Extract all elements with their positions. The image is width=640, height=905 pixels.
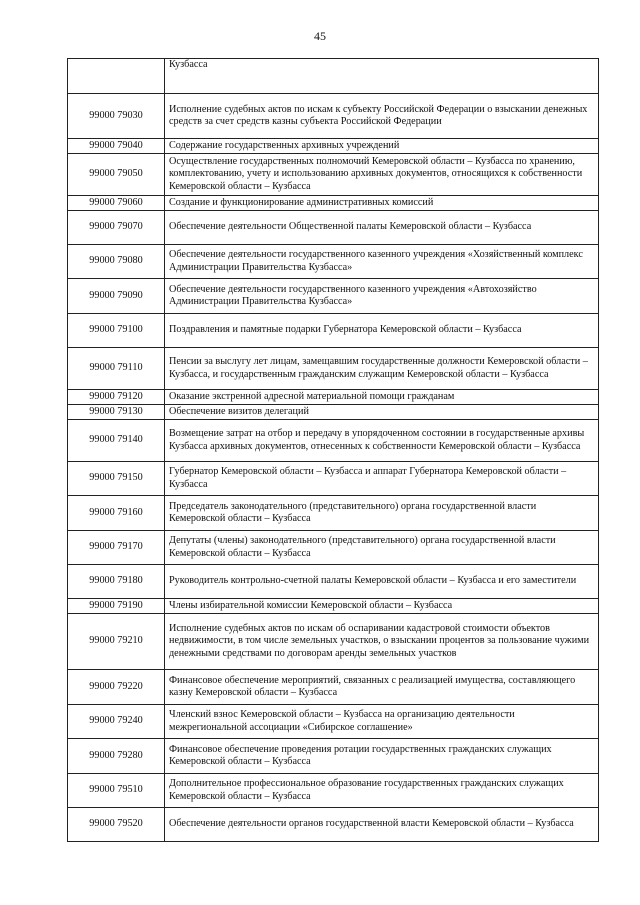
row-code: 99000 79120 (68, 390, 165, 405)
table-row (68, 462, 599, 496)
row-description: Губернатор Кемеровской области – Кузбасса и аппарат Губернатора Кемеровской области – Кузбасса (165, 462, 599, 496)
row-description: Обеспечение деятельности органов государственной власти Кемеровской области – Кузбасса (165, 808, 599, 842)
table-row (68, 739, 599, 774)
table-row (68, 614, 599, 670)
row-code: 99000 79030 (68, 94, 165, 139)
row-code: 99000 79220 (68, 670, 165, 705)
row-code: 99000 79280 (68, 739, 165, 774)
table-row (68, 420, 599, 462)
table-row (68, 94, 599, 139)
row-description: Оказание экстренной адресной материальной помощи гражданам (165, 390, 599, 405)
row-description: Создание и функционирование административных комиссий (165, 196, 599, 211)
row-code: 99000 79050 (68, 154, 165, 196)
table-row (68, 774, 599, 808)
budget-codes-table (67, 58, 599, 842)
row-code: 99000 79110 (68, 348, 165, 390)
row-description: Депутаты (члены) законодательного (представительного) органа государственной власти Кемеровской области – Кузбасса (165, 531, 599, 565)
table-row (68, 496, 599, 531)
row-code: 99000 79100 (68, 314, 165, 348)
row-code: 99000 79160 (68, 496, 165, 531)
row-code: 99000 79150 (68, 462, 165, 496)
row-description: Исполнение судебных актов по искам к субъекту Российской Федерации о взыскании денежных средств за счет средств казны субъекта Российской Федерации (165, 94, 599, 139)
row-description: Председатель законодательного (представительного) органа государственной власти Кемеровской области – Кузбасса (165, 496, 599, 531)
table-row (68, 139, 599, 154)
table-row (68, 314, 599, 348)
table-row (68, 565, 599, 599)
row-code (68, 59, 165, 94)
row-description: Финансовое обеспечение проведения ротации государственных гражданских служащих Кемеровской области – Кузбасса (165, 739, 599, 774)
row-code: 99000 79520 (68, 808, 165, 842)
row-description: Руководитель контрольно-счетной палаты Кемеровской области – Кузбасса и его заместители (165, 565, 599, 599)
row-description: Возмещение затрат на отбор и передачу в упорядоченном состоянии в государственные архивы Кузбасса архивных документов, отнесенных к собственности Кемеровской области – Кузбасса (165, 420, 599, 462)
row-code: 99000 79140 (68, 420, 165, 462)
row-description: Члены избирательной комиссии Кемеровской области – Кузбасса (165, 599, 599, 614)
table-row (68, 245, 599, 279)
table-row (68, 531, 599, 565)
row-code: 99000 79180 (68, 565, 165, 599)
row-description: Членский взнос Кемеровской области – Кузбасса на организацию деятельности межрегиональной ассоциации «Сибирское соглашение» (165, 705, 599, 739)
table-row (68, 59, 599, 94)
row-code: 99000 79190 (68, 599, 165, 614)
row-description: Обеспечение деятельности государственного казенного учреждения «Автохозяйство Администрации Правительства Кузбасса» (165, 279, 599, 314)
table-row (68, 211, 599, 245)
table-row (68, 808, 599, 842)
table-row (68, 405, 599, 420)
row-code: 99000 79130 (68, 405, 165, 420)
row-code: 99000 79090 (68, 279, 165, 314)
row-description: Обеспечение деятельности государственного казенного учреждения «Хозяйственный комплекс Администрации Правительства Кузбасса» (165, 245, 599, 279)
table-row (68, 390, 599, 405)
page-number: 45 (314, 29, 326, 43)
table-row (68, 279, 599, 314)
row-description: Кузбасса (165, 59, 599, 94)
row-description: Обеспечение деятельности Общественной палаты Кемеровской области – Кузбасса (165, 211, 599, 245)
row-code: 99000 79510 (68, 774, 165, 808)
row-code: 99000 79210 (68, 614, 165, 670)
row-description: Исполнение судебных актов по искам об оспаривании кадастровой стоимости объектов недвижимости, в том числе земельных участков, о взыскании процентов за пользование чужими денежными средствами по договорам аренды земельных участков (165, 614, 599, 670)
row-code: 99000 79040 (68, 139, 165, 154)
row-code: 99000 79240 (68, 705, 165, 739)
row-description: Финансовое обеспечение мероприятий, связанных с реализацией имущества, составляющего казну Кемеровской области – Кузбасса (165, 670, 599, 705)
row-description: Обеспечение визитов делегаций (165, 405, 599, 420)
row-description: Пенсии за выслугу лет лицам, замещавшим государственные должности Кемеровской области – Кузбасса, и государственным гражданским служащим Кемеровской области – Кузбасса (165, 348, 599, 390)
table-row (68, 599, 599, 614)
table-row (68, 196, 599, 211)
row-description: Содержание государственных архивных учреждений (165, 139, 599, 154)
row-code: 99000 79070 (68, 211, 165, 245)
table-row (68, 705, 599, 739)
table-row (68, 670, 599, 705)
row-code: 99000 79060 (68, 196, 165, 211)
table-row (68, 348, 599, 390)
row-description: Дополнительное профессиональное образование государственных гражданских служащих Кемеровской области – Кузбасса (165, 774, 599, 808)
row-code: 99000 79170 (68, 531, 165, 565)
table-row (68, 154, 599, 196)
row-description: Осуществление государственных полномочий Кемеровской области – Кузбасса по хранению, комплектованию, учету и использованию архивных документов, относящихся к собственности Кемеровской области – Кузбасса (165, 154, 599, 196)
row-description: Поздравления и памятные подарки Губернатора Кемеровской области – Кузбасса (165, 314, 599, 348)
row-code: 99000 79080 (68, 245, 165, 279)
